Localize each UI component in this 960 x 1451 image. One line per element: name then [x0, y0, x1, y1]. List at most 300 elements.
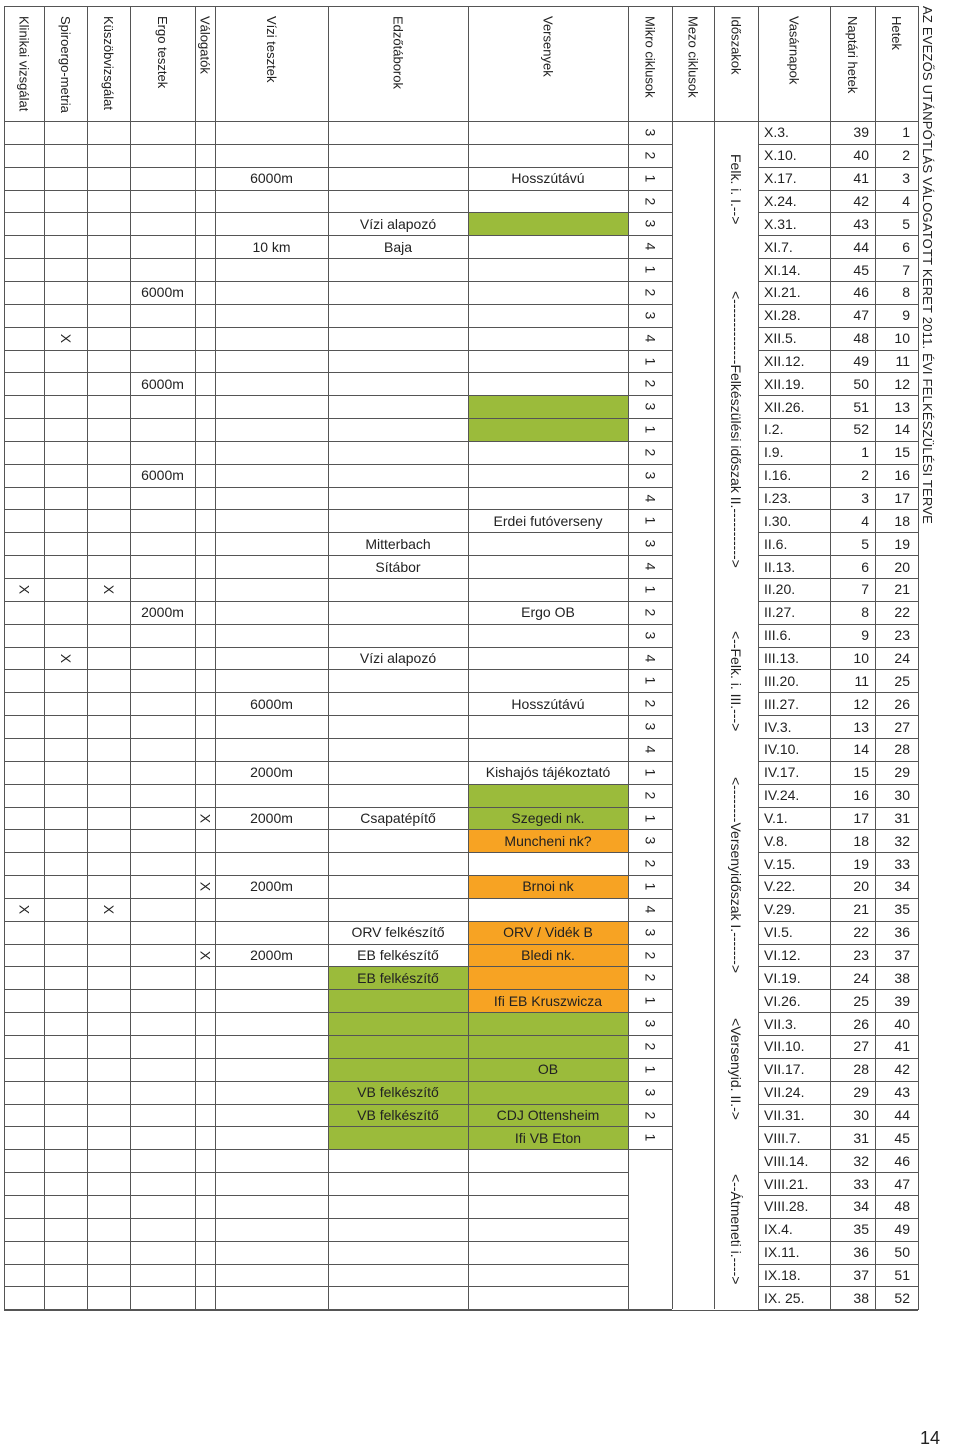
- row-line: [4, 966, 628, 967]
- cell-het: 33: [894, 855, 910, 872]
- cell-ergo: 6000m: [141, 284, 184, 301]
- cell-het: 52: [894, 1289, 910, 1306]
- row-line: [4, 624, 628, 625]
- cell-het: 19: [894, 535, 910, 552]
- header-valog: [195, 6, 215, 121]
- row-line: [4, 852, 628, 853]
- column-line: [918, 6, 919, 1310]
- header-label: Naptári hetek: [845, 16, 860, 94]
- cell-het: 51: [894, 1266, 910, 1283]
- cell-vas: I.2.: [764, 421, 784, 438]
- cell-mikro: 1: [642, 174, 658, 182]
- cell-vas: IX.4.: [764, 1221, 793, 1238]
- header-verseny: [468, 6, 628, 121]
- cell-naptar: 4: [861, 512, 869, 529]
- row-line: [4, 1081, 628, 1082]
- cell-mikro: 3: [642, 471, 658, 480]
- page-title-box: [920, 6, 956, 1308]
- cell-mikro: 2: [642, 699, 658, 708]
- table-bottom-border: [4, 1310, 918, 1311]
- cell-edzo: Baja: [383, 238, 413, 255]
- row-line: [4, 1286, 628, 1287]
- cell-edzo: Csapatépítő: [360, 809, 436, 826]
- cell-vas: III.6.: [764, 627, 792, 644]
- cell-het: 30: [894, 787, 910, 804]
- header-label: Vízi tesztek: [264, 16, 279, 83]
- cell-vas: II.20.: [764, 581, 796, 598]
- header-mikro: [628, 6, 672, 121]
- period-label-box: [714, 1149, 758, 1309]
- cell-mikro: 3: [642, 836, 658, 845]
- cell-vas: X.3.: [764, 124, 789, 141]
- row-line: [4, 1218, 628, 1219]
- cell-naptar: 7: [861, 581, 869, 598]
- cell-naptar: 32: [853, 1152, 869, 1169]
- cell-edzo: EB felkészítő: [357, 969, 439, 986]
- row-line: [4, 144, 628, 145]
- header-edzo: [328, 6, 468, 121]
- cell-mikro: 3: [642, 1019, 658, 1028]
- cell-mikro: 2: [642, 197, 658, 205]
- row-line: [4, 1195, 628, 1196]
- column-line: [87, 6, 88, 1309]
- cell-naptar: 18: [853, 832, 869, 849]
- period-label: <--------------Felkészülési időszak II.----------->: [728, 291, 744, 568]
- column-line: [628, 6, 629, 1309]
- cell-vas: II.13.: [764, 558, 796, 575]
- cell-het: 6: [902, 238, 910, 255]
- header-label: Mezo ciklusok: [685, 16, 701, 98]
- cell-vas: II.27.: [764, 604, 796, 621]
- cell-vizi: 2000m: [250, 947, 293, 964]
- cell-het: 13: [894, 398, 910, 415]
- cell-verseny: Ifi EB Kruszwicza: [493, 992, 603, 1009]
- cell-mikro: 1: [642, 265, 658, 274]
- page-title: AZ EVEZŐS UTÁNPÓTLÁS VÁLOGATOTT KERET 2011. ÉVI FELKÉSZÜLÉSI TERVE: [920, 6, 935, 524]
- cell-verseny: Muncheni nk?: [504, 832, 592, 849]
- cell-edzo: VB felkészítő: [357, 1106, 439, 1123]
- cell-mikro: 3: [642, 539, 658, 548]
- cell-verseny: CDJ Ottensheim: [496, 1106, 600, 1123]
- header-vizi: [215, 6, 328, 121]
- cell-mikro: 3: [642, 311, 658, 320]
- cell-vas: V.22.: [764, 878, 796, 895]
- cell-edzo: VB felkészítő: [357, 1084, 439, 1101]
- cell-naptar: 31: [853, 1129, 869, 1146]
- header-mezo: [672, 6, 714, 121]
- cell-vas: I.30.: [764, 512, 792, 529]
- cell-vas: VI.26.: [764, 992, 801, 1009]
- cell-het: 24: [894, 649, 910, 666]
- cell-verseny: Ifi VB Eton: [514, 1129, 582, 1146]
- cell-het: 21: [894, 581, 910, 598]
- cell-vas: XI.14.: [764, 261, 801, 278]
- cell-naptar: 26: [853, 1015, 869, 1032]
- header-label: Klinikai vizsgálat: [16, 16, 32, 112]
- cell-het: 36: [894, 924, 910, 941]
- cell-naptar: 28: [853, 1061, 869, 1078]
- cell-vizi: 10 km: [252, 238, 291, 255]
- cell-vas: V.8.: [764, 832, 788, 849]
- cell-vas: XII.5.: [764, 330, 797, 347]
- cell-naptar: 30: [853, 1106, 869, 1123]
- cell-vas: VIII.28.: [764, 1198, 809, 1215]
- header-label: Időszakok: [728, 16, 744, 75]
- cell-vas: I.9.: [764, 444, 784, 461]
- cell-edzo: EB felkészítő: [357, 947, 439, 964]
- cell-vas: X.17.: [764, 170, 797, 187]
- cell-het: 5: [902, 215, 910, 232]
- cell-naptar: 37: [853, 1266, 869, 1283]
- cell-mikro: 2: [642, 859, 658, 868]
- row-line: [4, 669, 628, 670]
- cell-het: 47: [894, 1175, 910, 1192]
- row-line: [4, 738, 628, 739]
- row-line: [4, 1149, 628, 1150]
- cell-vas: VI.12.: [764, 947, 801, 964]
- cell-verseny: Szegedi nk.: [511, 809, 585, 826]
- cell-naptar: 49: [853, 352, 869, 369]
- cell-klin: X: [16, 904, 32, 914]
- cell-naptar: 3: [861, 490, 869, 507]
- cell-vas: VII.10.: [764, 1038, 805, 1055]
- row-line: [4, 1241, 628, 1242]
- cell-ergo: 6000m: [141, 375, 184, 392]
- cell-naptar: 10: [853, 649, 869, 666]
- cell-verseny: ORV / Vidék B: [503, 924, 593, 941]
- cell-verseny: Ergo OB: [521, 604, 575, 621]
- cell-het: 49: [894, 1221, 910, 1238]
- cell-het: 8: [902, 284, 910, 301]
- cell-edzo: Vízi alapozó: [359, 215, 437, 232]
- cell-mikro: 1: [642, 516, 658, 525]
- cell-het: 46: [894, 1152, 910, 1169]
- header-label: Válogatók: [197, 16, 213, 74]
- cell-mikro: 2: [642, 151, 658, 160]
- column-line: [195, 6, 196, 1309]
- cell-naptar: 5: [861, 535, 869, 552]
- cell-naptar: 22: [853, 924, 869, 941]
- header-vas: [758, 6, 830, 121]
- column-line: [130, 6, 131, 1309]
- cell-verseny: Erdei futóverseny: [493, 512, 603, 529]
- header-label: Mikro ciklusok: [642, 16, 658, 98]
- cell-mikro: 2: [642, 288, 658, 297]
- cell-vas: III.13.: [764, 649, 800, 666]
- cell-naptar: 2: [861, 467, 869, 484]
- cell-vizi: 6000m: [250, 695, 293, 712]
- cell-vizi: 2000m: [250, 809, 293, 826]
- row-line: [4, 532, 628, 533]
- cell-het: 7: [902, 261, 910, 278]
- cell-mikro: 3: [642, 631, 658, 639]
- cell-naptar: 27: [853, 1038, 869, 1055]
- cell-naptar: 40: [853, 147, 869, 164]
- cell-naptar: 21: [853, 901, 869, 918]
- cell-ergo: 6000m: [141, 467, 184, 484]
- cell-edzo: Mitterbach: [365, 535, 431, 552]
- period-label: <--------Versenyidőszak I.------->: [728, 777, 744, 974]
- cell-mikro: 2: [642, 379, 658, 388]
- cell-naptar: 51: [853, 398, 869, 415]
- header-idoszak: [714, 6, 758, 121]
- cell-het: 38: [894, 969, 910, 986]
- row-line: [4, 464, 628, 465]
- cell-vas: VIII.14.: [764, 1152, 809, 1169]
- cell-naptar: 36: [853, 1244, 869, 1261]
- cell-verseny: Bledi nk.: [521, 947, 575, 964]
- cell-edzo: Vízi alapozó: [359, 649, 437, 666]
- row-line: [4, 350, 628, 351]
- cell-het: 37: [894, 947, 910, 964]
- cell-het: 42: [894, 1061, 910, 1078]
- cell-vas: IV.3.: [764, 718, 792, 735]
- cell-naptar: 1: [861, 444, 869, 461]
- table-top-border: [4, 6, 918, 7]
- cell-naptar: 42: [853, 192, 869, 209]
- cell-het: 12: [894, 375, 910, 392]
- cell-mikro: 1: [642, 1133, 658, 1142]
- cell-het: 31: [894, 809, 910, 826]
- cell-mikro: 3: [642, 722, 658, 731]
- cell-vas: V.1.: [764, 809, 788, 826]
- cell-vas: VII.17.: [764, 1061, 805, 1078]
- cell-mikro: 1: [642, 996, 658, 1005]
- period-label: <--Felk. i. III.--->: [728, 630, 744, 731]
- cell-het: 17: [894, 490, 910, 507]
- cell-het: 43: [894, 1084, 910, 1101]
- cell-mikro: 2: [642, 791, 658, 799]
- header-ergo: [130, 6, 195, 121]
- cell-mikro: 4: [642, 905, 658, 914]
- cell-vas: V.15.: [764, 855, 796, 872]
- cell-vas: IV.10.: [764, 741, 800, 758]
- header-het: [875, 6, 918, 121]
- period-label-box: [714, 601, 758, 761]
- period-label-box: [714, 121, 758, 258]
- cell-klin: X: [16, 584, 32, 595]
- cell-verseny: Hosszútávú: [511, 170, 585, 187]
- row-line: [4, 212, 628, 213]
- cell-het: 2: [902, 147, 910, 164]
- cell-verseny: Kishajós tájékoztató: [485, 764, 611, 781]
- cell-mikro: 3: [642, 402, 658, 411]
- cell-het: 32: [894, 832, 910, 849]
- row-line: [4, 1172, 628, 1173]
- period-label: Felk. i. I.-->: [728, 154, 744, 225]
- cell-naptar: 12: [853, 695, 869, 712]
- cell-naptar: 9: [861, 627, 869, 644]
- cell-vas: IX.11.: [764, 1244, 800, 1261]
- cell-vas: XI.21.: [764, 284, 801, 301]
- cell-het: 26: [894, 695, 910, 712]
- cell-naptar: 52: [853, 421, 869, 438]
- cell-naptar: 38: [853, 1289, 869, 1306]
- cell-naptar: 20: [853, 878, 869, 895]
- period-label-box: [714, 258, 758, 601]
- period-label: <Versenyid. II.->: [728, 1018, 744, 1121]
- cell-mikro: 1: [642, 882, 658, 891]
- cell-vas: II.6.: [764, 535, 788, 552]
- cell-vas: XI.28.: [764, 307, 801, 324]
- cell-het: 14: [894, 421, 910, 438]
- cell-edzo: ORV felkészítő: [351, 924, 445, 941]
- column-line: [44, 6, 45, 1309]
- cell-naptar: 25: [853, 992, 869, 1009]
- page-number: 14: [920, 1428, 941, 1448]
- cell-naptar: 29: [853, 1084, 869, 1101]
- cell-het: 15: [894, 444, 910, 461]
- cell-vizi: 2000m: [250, 878, 293, 895]
- cell-vas: XII.26.: [764, 398, 805, 415]
- cell-naptar: 24: [853, 969, 869, 986]
- cell-verseny: Brnoi nk: [522, 878, 574, 895]
- cell-mikro: 2: [642, 1042, 658, 1051]
- cell-het: 27: [894, 718, 910, 735]
- cell-naptar: 43: [853, 215, 869, 232]
- cell-vas: X.31.: [764, 215, 797, 232]
- cell-het: 23: [894, 627, 910, 644]
- header-naptar: [830, 6, 875, 121]
- cell-het: 25: [894, 672, 910, 689]
- cell-vas: I.16.: [764, 467, 792, 484]
- column-line: [215, 6, 216, 1309]
- cell-mikro: 1: [642, 585, 658, 594]
- cell-mikro: 2: [642, 608, 658, 617]
- cell-naptar: 44: [853, 238, 869, 255]
- cell-vas: VI.5.: [764, 924, 793, 941]
- cell-het: 48: [894, 1198, 910, 1215]
- cell-het: 20: [894, 558, 910, 575]
- cell-vizi: 6000m: [250, 170, 293, 187]
- cell-het: 50: [894, 1244, 910, 1261]
- cell-mikro: 2: [642, 951, 658, 959]
- header-label: Spiroergo-metria: [58, 16, 73, 113]
- cell-het: 11: [895, 352, 910, 369]
- cell-valog: X: [197, 950, 213, 960]
- cell-mikro: 3: [642, 219, 658, 228]
- cell-het: 22: [894, 604, 910, 621]
- cell-mikro: 2: [642, 1111, 658, 1119]
- row-line: [4, 1035, 628, 1036]
- cell-naptar: 6: [861, 558, 869, 575]
- header-spiro: [44, 6, 87, 121]
- cell-naptar: 50: [853, 375, 869, 392]
- header-label: Hetek: [889, 16, 904, 50]
- cell-naptar: 41: [853, 170, 869, 187]
- cell-vas: XII.12.: [764, 352, 805, 369]
- cell-mikro: 1: [642, 357, 658, 365]
- cell-mikro: 1: [642, 425, 658, 434]
- period-label-box: [714, 989, 758, 1149]
- cell-naptar: 34: [853, 1198, 869, 1215]
- cell-valog: X: [197, 813, 213, 823]
- cell-naptar: 47: [853, 307, 869, 324]
- cell-vas: I.23.: [764, 490, 792, 507]
- cell-het: 4: [902, 192, 910, 209]
- cell-mikro: 1: [642, 768, 658, 777]
- cell-vas: X.10.: [764, 147, 797, 164]
- row-line: [4, 304, 628, 305]
- cell-vas: VIII.7.: [764, 1129, 801, 1146]
- cell-het: 10: [894, 330, 910, 347]
- row-line: [4, 418, 628, 419]
- cell-naptar: 39: [853, 124, 869, 141]
- verseny-highlight: [468, 212, 628, 235]
- cell-mikro: 3: [642, 128, 658, 137]
- cell-vizi: 2000m: [250, 764, 293, 781]
- cell-naptar: 17: [853, 809, 869, 826]
- cell-naptar: 16: [853, 787, 869, 804]
- cell-vas: VII.3.: [764, 1015, 797, 1032]
- row-line: [4, 555, 628, 556]
- cell-naptar: 35: [853, 1221, 869, 1238]
- row-line: [4, 715, 628, 716]
- cell-naptar: 19: [853, 855, 869, 872]
- cell-valog: X: [197, 881, 213, 892]
- row-line: [4, 487, 628, 488]
- cell-het: 28: [894, 741, 910, 758]
- cell-het: 34: [894, 878, 910, 895]
- cell-het: 45: [894, 1129, 910, 1146]
- row-line: [4, 647, 628, 648]
- cell-naptar: 23: [853, 947, 869, 964]
- row-line: [4, 1264, 628, 1265]
- cell-het: 16: [894, 467, 910, 484]
- cell-mikro: 3: [642, 928, 658, 937]
- cell-naptar: 48: [853, 330, 869, 347]
- cell-het: 18: [894, 512, 910, 529]
- cell-kuszob: X: [100, 904, 117, 914]
- row-line: [4, 258, 628, 259]
- cell-naptar: 15: [853, 764, 869, 781]
- cell-het: 1: [902, 124, 910, 141]
- row-line: [4, 281, 628, 282]
- cell-vas: XII.19.: [764, 375, 805, 392]
- row-line: [4, 784, 628, 785]
- cell-ergo: 2000m: [141, 604, 184, 621]
- cell-spiro: X: [57, 333, 74, 343]
- row-line: [4, 372, 628, 373]
- cell-vas: IV.17.: [764, 764, 800, 781]
- cell-mikro: 1: [642, 814, 658, 822]
- cell-mikro: 4: [642, 494, 658, 502]
- cell-vas: VIII.21.: [764, 1175, 809, 1192]
- cell-naptar: 13: [853, 718, 869, 735]
- header-label: Ergo tesztek: [155, 16, 170, 89]
- header-label: Vasárnapok: [786, 16, 802, 85]
- cell-vas: III.27.: [764, 695, 800, 712]
- column-line: [4, 6, 5, 1309]
- cell-mikro: 1: [642, 1065, 658, 1074]
- cell-naptar: 46: [853, 284, 869, 301]
- cell-het: 39: [894, 992, 910, 1009]
- cell-het: 40: [894, 1015, 910, 1032]
- cell-edzo: Sítábor: [375, 558, 421, 575]
- header-label: Küszöbvizsgálat: [101, 16, 116, 110]
- cell-mikro: 4: [642, 334, 658, 342]
- cell-naptar: 45: [853, 261, 869, 278]
- cell-vas: VI.19.: [764, 969, 801, 986]
- header-label: Versenyek: [540, 16, 556, 77]
- cell-vas: IV.24.: [764, 787, 800, 804]
- period-label: <--Átmeneti i.---->: [728, 1173, 744, 1285]
- cell-het: 29: [894, 764, 910, 781]
- header-klin: [4, 6, 44, 121]
- row-line: [4, 1012, 628, 1013]
- cell-vas: III.20.: [764, 672, 800, 689]
- cell-kuszob: X: [100, 584, 117, 595]
